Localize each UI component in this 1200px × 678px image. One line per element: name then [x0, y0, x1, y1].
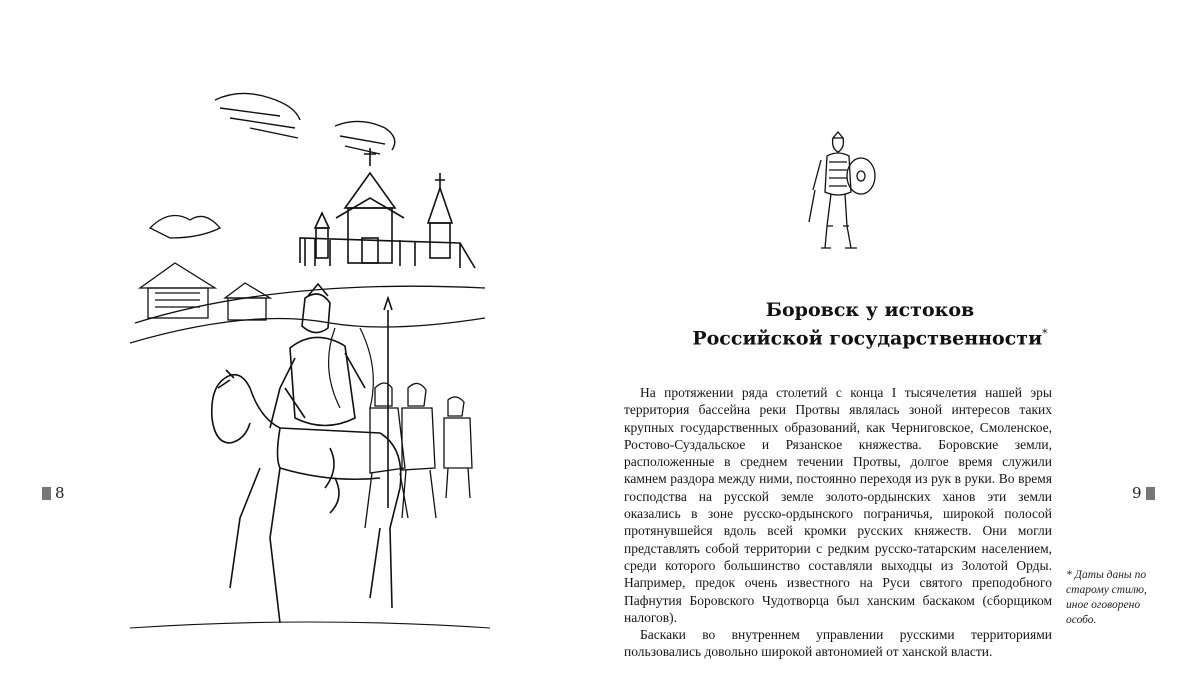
body-text [624, 384, 1052, 661]
footnote: * Даты даны по старому стилю, иное оговорено особо. [1066, 569, 1147, 626]
paragraph-2: Баскаки во внутреннем управлении русскими территориями пользовались довольно широкой автономией от ханской власти. [624, 627, 1052, 660]
lead-rider-shape [270, 284, 392, 508]
chapter-title-line2-wrap [660, 322, 1080, 350]
page-tab-marker [42, 487, 51, 500]
village-shape [130, 216, 485, 344]
riders-fortress-illustration [130, 88, 490, 633]
cloud-shape [215, 93, 395, 154]
warrior-with-shield-illustration [803, 130, 883, 258]
fortress-shape [300, 148, 475, 268]
page-tab-marker [1146, 487, 1155, 500]
page-number-right-label: 9 [1132, 484, 1142, 502]
ground-shape [130, 622, 490, 628]
chapter-title [660, 298, 1080, 350]
page-number-left [42, 484, 65, 502]
chapter-title-line2: Российской государственности [692, 327, 1043, 350]
paragraph-1: На протяжении ряда столетий с конца I тысячелетия нашей эры территория бассейна реки Протвы являлась зоной интересов таких крупных государственных образований, как Черниговское, Смоленское, Ростово-Суздальское и Рязанское княжества. Боровские земли, расположенные в среднем течении Протвы, долгое время служили камнем раздора между ними, постоянно переходя из рук в руки. Во время господства на русской земле золото-ордынских ханов эти земли оказались в зоне русско-ордынского пограничья, широкой полосой протянувшейся вдоль всей кромки русских княжеств. Они могли представлять собой территории с редким русско-татарским населением, среди которого большинство составляли выходцы из Золотой Орды. Например, предок очень известного на Руси святого преподобного Пафнутия Боровского Чудотворца был ханским баскаком (сборщиком налогов). [624, 385, 1052, 625]
chapter-title-line1: Боровск у истоков [765, 299, 975, 321]
background-riders-shape [365, 383, 472, 528]
road-shape [329, 328, 374, 408]
footnote-mark: * [1042, 327, 1048, 340]
page-number-right [1132, 484, 1155, 502]
page-number-left-label: 8 [55, 484, 65, 502]
right-page [600, 0, 1200, 678]
